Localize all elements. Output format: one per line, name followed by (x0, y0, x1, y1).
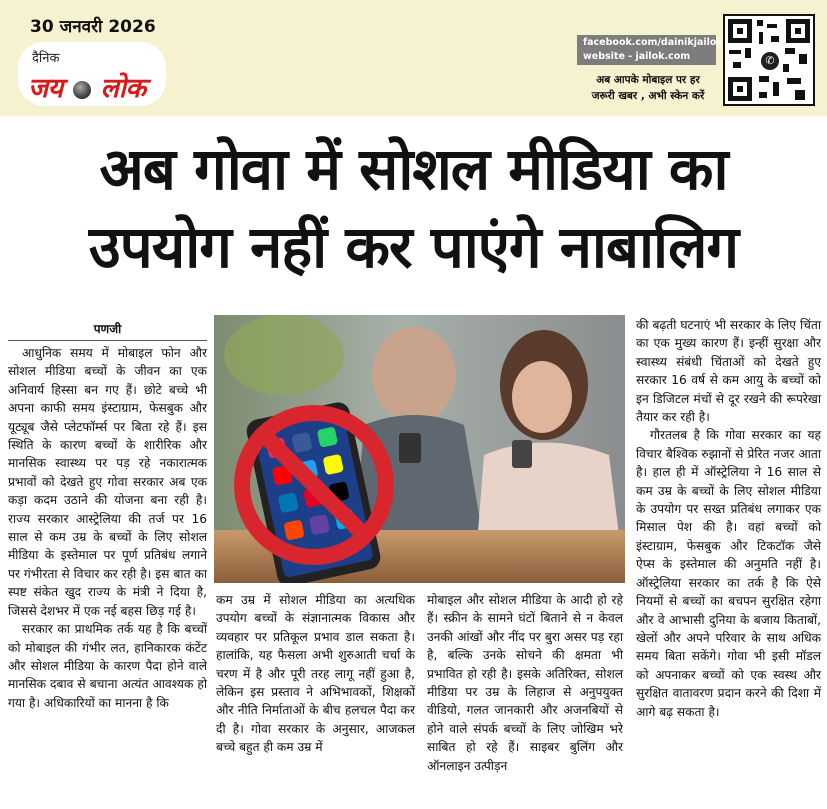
headline-line2: उपयोग नहीं कर पाएंगे नाबालिग (88, 213, 739, 281)
qr-finder (728, 19, 752, 43)
qr-finder (728, 77, 752, 101)
qr-module (757, 20, 763, 26)
globe-icon (73, 81, 91, 99)
qr-module (785, 48, 795, 54)
qr-module (795, 90, 805, 100)
qr-module (771, 36, 779, 42)
scan-prompt (578, 72, 718, 104)
qr-module (759, 32, 763, 44)
qr-module (729, 50, 741, 54)
paragraph: कम उम्र में सोशल मीडिया का अत्यधिक उपयोग बच्चों के संज्ञानात्मक विकास और व्यवहार पर प्रतिकूल प्रभाव डाल सकता है। हालांकि, यह फैसला अभी शुरुआती चर्चा के चरण में है और पूरी तरह लागू नहीं हुआ है, लेकिन इस प्रस्ताव ने अभिभावकों, शिक्षकों और नीति निर्माताओं के बीच हलचल पैदा कर दी है। गोवा सरकार के अनुसार, आजकल बच्चे बहुत ही कम उम्र में (216, 593, 415, 755)
masthead-band (0, 0, 827, 116)
logo-wordmark (28, 68, 146, 105)
qr-module (773, 82, 779, 96)
website-link: website - jailok.com (583, 51, 691, 62)
paragraph: की बढ़ती घटनाएं भी सरकार के लिए चिंता का एक मुख्य कारण हैं। इन्हीं सुरक्षा और स्वास्थ्य संबंधी चिंताओं को देखते हुए सरकार 16 वर्ष से कम आयु के बच्चों को इन डिजिटल मंचों से दूर रखने की रूपरेखा तैयार कर रही है। (636, 318, 821, 425)
qr-module (759, 92, 767, 98)
article-column-2 (216, 591, 415, 757)
paragraph: आधुनिक समय में मोबाइल फोन और सोशल मीडिया बच्चों के जीवन का एक अनिवार्य हिस्सा बन गए हैं। छोटे बच्चे भी अपना काफी समय इंस्टाग्राम, फेसबुक और यूट्यूब जैसे प्लेटफॉर्म्स पर बिता रहे हैं। इस स्थिति के कारण बच्चों के शारीरिक और मानसिक स्वास्थ्य पर पड़ रहे नकारात्मक प्रभावों को देखते हुए गोवा सरकार अब एक कड़ा कदम उठाने की योजना बना रही है। राज्य सरकार आस्ट्रेलिया की तर्ज पर 16 साल से कम उम्र के बच्चों के लिए सोशल मीडिया के इस्तेमाल पर पूर्ण प्रतिबंध लगाने पर गंभीरता से विचार कर रही है। इस बात का स्पष्ट संकेत खुद राज्य के मंत्री ने दिया है, जिससे देशभर में एक नई बहस छिड़ गई है। (8, 346, 207, 618)
qr-module (733, 62, 741, 68)
article-column-3 (427, 591, 623, 775)
qr-code-icon (723, 14, 815, 106)
logo-name-right: लोक (100, 73, 146, 104)
qr-finder (786, 19, 810, 43)
article-column-1 (8, 344, 207, 712)
article-photo (214, 315, 625, 583)
qr-module (745, 48, 751, 58)
paragraph: मोबाइल और सोशल मीडिया के आदी हो रहे हैं। स्क्रीन के सामने घंटों बिताने से न केवल उनकी आंखों और नींद पर बुरा असर पड़ रहा है, बल्कि उनके सोचने की क्षमता भी प्रभावित हो रही है। इसके अतिरिक्त, सोशल मीडिया पर उम्र के लिहाज से अनुपयुक्त वीडियो, गलत जानकारी और अजनबियों से होने वाले संपर्क बच्चों के लिए जोखिम भरे साबित हो रहे हैं। साइबर बुलिंग और ऑनलाइन उत्पीड़न (427, 593, 623, 773)
logo-name-left: जय (28, 73, 63, 104)
qr-module (799, 54, 807, 64)
headline-line1: अब गोवा में सोशल मीडिया का (99, 135, 728, 203)
whatsapp-icon: ✆ (761, 52, 779, 70)
qr-module (767, 24, 777, 28)
scan-prompt-line2: जरूरी खबर , अभी स्केन करें (591, 90, 705, 102)
social-links-box (577, 35, 723, 65)
article-column-4 (636, 316, 821, 721)
paragraph: सरकार का प्राथमिक तर्क यह है कि बच्चों को मोबाइल की गंभीर लत, हानिकारक कंटेंट और सोशल मीडिया के कारण पैदा होने वाले मानसिक दबाव से बचाना अत्यंत आवश्यक हो गया है। अधिकारियों का मानना है कि (8, 622, 207, 710)
facebook-link: facebook.com/dainikjailok (583, 37, 723, 48)
qr-module (787, 78, 801, 84)
logo-prefix: दैनिक (32, 51, 60, 66)
newspaper-logo (18, 42, 166, 106)
dateline: पणजी (8, 320, 207, 341)
issue-date: 30 जनवरी 2026 (30, 17, 156, 37)
qr-module (759, 76, 769, 82)
qr-module (783, 64, 789, 72)
headline (0, 130, 827, 286)
paragraph: गौरतलब है कि गोवा सरकार का यह विचार बैश्विक रुझानों से प्रेरित नजर आता है। हाल ही में ऑस्ट्रेलिया ने 16 साल से कम उम्र के बच्चों के लिए सोशल मीडिया के उपयोग पर सख्त प्रतिबंध लगाकर एक मिसाल पेश की है। वहां बच्चों को इंस्टाग्राम, फेसबुक और टिकटॉक जैसे ऐप्स के इस्तेमाल की अनुमति नहीं है। ऑस्ट्रेलिया सरकार का तर्क है कि ऐसे नियमों से बच्चों का बचपन सुरक्षित रहेगा और वे आभासी दुनिया के बजाय किताबों, खेलों और अपने परिवार के साथ अधिक समय बिता सकेंगे। गोवा भी इसी मॉडल को अपनाकर बच्चों को एक स्वस्थ और सुरक्षित वातावरण प्रदान करने की दिशा में आगे बढ़ सकता है। (636, 428, 821, 719)
scan-prompt-line1: अब आपके मोबाइल पर हर (596, 74, 700, 86)
photo-illustration (214, 315, 625, 583)
